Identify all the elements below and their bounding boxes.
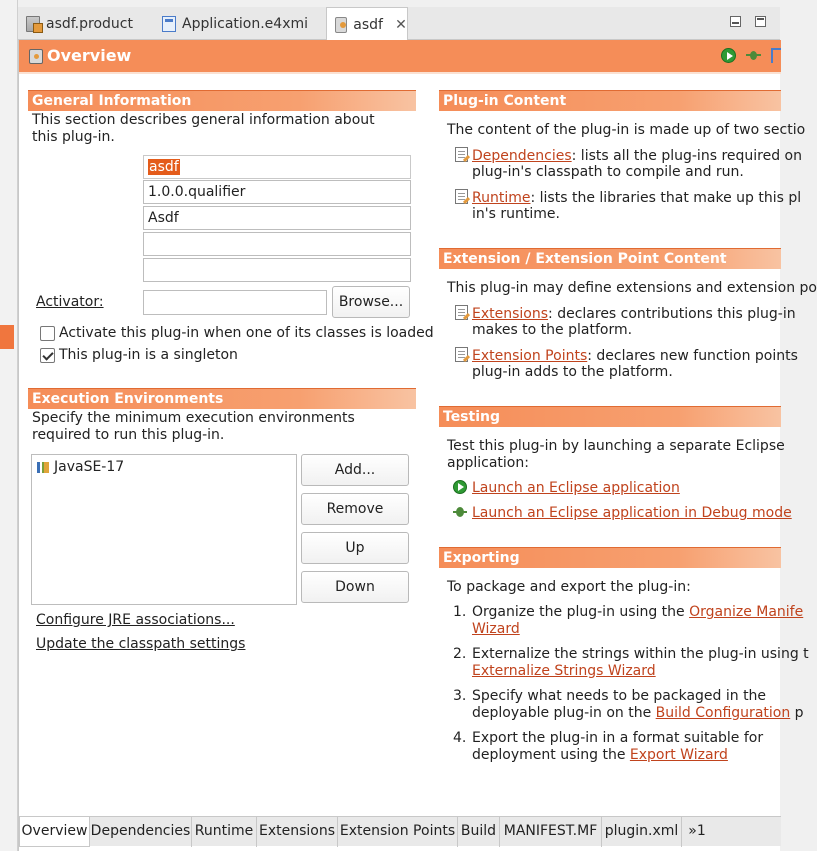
extension-points-row: [455, 347, 798, 365]
execution-env-header[interactable]: Execution Environments: [28, 388, 416, 409]
extension-content-intro: This plug-in may define extensions and extension po: [447, 280, 817, 296]
minimize-icon[interactable]: [730, 16, 741, 27]
dependencies-link[interactable]: Dependencies: [472, 148, 572, 164]
organize-wizard-link[interactable]: Wizard: [472, 621, 520, 637]
plugin-icon: [335, 17, 347, 33]
page-icon: [455, 347, 468, 362]
configure-jre-link[interactable]: Configure JRE associations...: [36, 612, 235, 628]
step-number: 2.: [453, 646, 467, 662]
step-3-line-2: [472, 705, 804, 722]
header-actions: [721, 48, 781, 63]
run-icon: [453, 480, 467, 494]
testing-intro-2: application:: [447, 455, 529, 471]
step-1-line-1: [472, 604, 803, 621]
plugin-content-header[interactable]: Plug-in Content: [439, 90, 781, 111]
debug-icon: [453, 505, 467, 519]
run-icon[interactable]: [721, 48, 736, 63]
activate-label: Activate this plug-in when one of its classes is loaded: [59, 325, 434, 341]
export-wizard-link[interactable]: Export Wizard: [629, 747, 728, 763]
step-number: 3.: [453, 688, 467, 704]
execution-env-description: Specify the minimum execution environments required to run this plug-in.: [32, 410, 355, 443]
dependencies-row: [455, 147, 802, 165]
exporting-header[interactable]: Exporting: [439, 547, 781, 568]
step-number: 1.: [453, 604, 467, 620]
application-model-icon: [162, 16, 176, 32]
runtime-row: [455, 189, 801, 207]
tab-overflow[interactable]: »1: [688, 823, 706, 839]
form-header: [19, 40, 781, 72]
singleton-label: This plug-in is a singleton: [59, 347, 238, 363]
testing-intro-1: Test this plug-in by launching a separate Eclipse: [447, 438, 785, 454]
step-2-line-2: [472, 663, 656, 680]
tab-label: asdf.product: [46, 15, 133, 32]
launch-debug-link[interactable]: Launch an Eclipse application in Debug mode: [472, 505, 792, 521]
list-item[interactable]: [36, 459, 124, 475]
tab-overview[interactable]: Overview: [19, 817, 90, 847]
environment-label: JavaSE-17: [54, 459, 125, 475]
tab-label: Application.e4xmi: [182, 15, 309, 32]
gutter-marker: [0, 325, 14, 349]
export-icon[interactable]: [771, 48, 781, 63]
extensions-text-2: makes to the platform.: [472, 322, 633, 338]
extension-points-link[interactable]: Extension Points: [472, 348, 588, 364]
tab-plugin-xml[interactable]: plugin.xml: [602, 817, 682, 847]
tab-build[interactable]: Build: [458, 817, 500, 847]
extension-content-header[interactable]: Extension / Extension Point Content: [439, 248, 781, 269]
close-icon[interactable]: ✕: [395, 16, 407, 33]
step-1-line-2: [472, 621, 520, 638]
library-icon: [36, 460, 50, 474]
id-value: asdf: [149, 159, 179, 175]
dependencies-text: : lists all the plug-ins required on: [571, 148, 802, 164]
tab-label: asdf: [353, 16, 383, 33]
page-title: Overview: [47, 46, 132, 65]
step-4-line-2: [472, 747, 728, 764]
header-separator: [19, 72, 781, 74]
step-2-line-1: Externalize the strings within the plug-in using t: [472, 646, 809, 662]
maximize-icon[interactable]: [755, 16, 766, 27]
launch-row: [453, 480, 680, 497]
step-text: Organize the plug-in using the: [472, 604, 690, 620]
tab-extensions[interactable]: Extensions: [257, 817, 338, 847]
general-info-description: This section describes general information about this plug-in.: [32, 112, 375, 145]
step-number: 4.: [453, 730, 467, 746]
extensions-text: : declares contributions this plug-in: [548, 306, 796, 322]
tab-runtime[interactable]: Runtime: [192, 817, 257, 847]
up-button[interactable]: Up: [301, 532, 409, 564]
runtime-link[interactable]: Runtime: [472, 190, 531, 206]
tab-manifest-mf[interactable]: MANIFEST.MF: [500, 817, 602, 847]
page-icon: [455, 147, 468, 162]
tab-dependencies[interactable]: Dependencies: [90, 817, 192, 847]
page-tab-bar: [19, 816, 781, 846]
general-info-header[interactable]: General Information: [28, 90, 416, 111]
activator-field[interactable]: [143, 290, 327, 315]
name-field[interactable]: Asdf: [143, 206, 411, 230]
down-button[interactable]: Down: [301, 571, 409, 603]
extensions-link[interactable]: Extensions: [472, 306, 549, 322]
tab-asdf[interactable]: [326, 7, 408, 41]
activate-checkbox[interactable]: [40, 326, 55, 341]
singleton-checkbox[interactable]: [40, 348, 55, 363]
add-button[interactable]: Add...: [301, 454, 409, 486]
product-icon: [26, 16, 40, 32]
plugin-content-intro: The content of the plug-in is made up of two sectio: [447, 122, 806, 138]
step-4-line-1: Export the plug-in in a format suitable for: [472, 730, 764, 746]
launch-application-link[interactable]: Launch an Eclipse application: [472, 480, 680, 496]
step-text: deployable plug-in on the: [472, 705, 656, 721]
testing-header[interactable]: Testing: [439, 406, 781, 427]
runtime-text-2: in's runtime.: [472, 206, 560, 222]
window-controls: [730, 16, 766, 27]
id-field[interactable]: [143, 155, 411, 179]
left-gutter: [0, 0, 18, 851]
organize-manifests-link[interactable]: Organize Manife: [689, 604, 804, 620]
debug-icon[interactable]: [746, 48, 761, 63]
editor-tab-bar: [18, 7, 780, 40]
exporting-intro: To package and export the plug-in:: [447, 579, 691, 595]
browse-button[interactable]: Browse...: [332, 286, 410, 318]
extensions-row: [455, 305, 796, 323]
tab-extension-points[interactable]: Extension Points: [338, 817, 458, 847]
step-text: p: [790, 705, 804, 721]
page-icon: [455, 305, 468, 320]
tab-application-e4xmi[interactable]: [154, 7, 326, 40]
remove-button[interactable]: Remove: [301, 493, 409, 525]
step-text: deployment using the: [472, 747, 630, 763]
plugin-icon: [29, 49, 43, 64]
dependencies-text-2: plug-in's classpath to compile and run.: [472, 164, 744, 180]
environment-list[interactable]: [31, 454, 297, 605]
update-classpath-link[interactable]: Update the classpath settings: [36, 636, 246, 652]
externalize-strings-link[interactable]: Externalize Strings Wizard: [472, 663, 656, 679]
vendor-field[interactable]: [143, 232, 411, 256]
platform-filter-field[interactable]: [143, 258, 411, 282]
extension-points-text: : declares new function points: [587, 348, 798, 364]
build-configuration-link[interactable]: Build Configuration: [655, 705, 791, 721]
version-field[interactable]: 1.0.0.qualifier: [143, 180, 411, 204]
activator-link[interactable]: Activator:: [36, 294, 104, 310]
tab-asdf-product[interactable]: [18, 7, 152, 40]
page-icon: [455, 189, 468, 204]
manifest-editor: [18, 40, 817, 851]
runtime-text: : lists the libraries that make up this pl: [530, 190, 802, 206]
debug-row: [453, 505, 792, 522]
extension-points-text-2: plug-in adds to the platform.: [472, 364, 673, 380]
step-3-line-1: Specify what needs to be packaged in the: [472, 688, 767, 704]
